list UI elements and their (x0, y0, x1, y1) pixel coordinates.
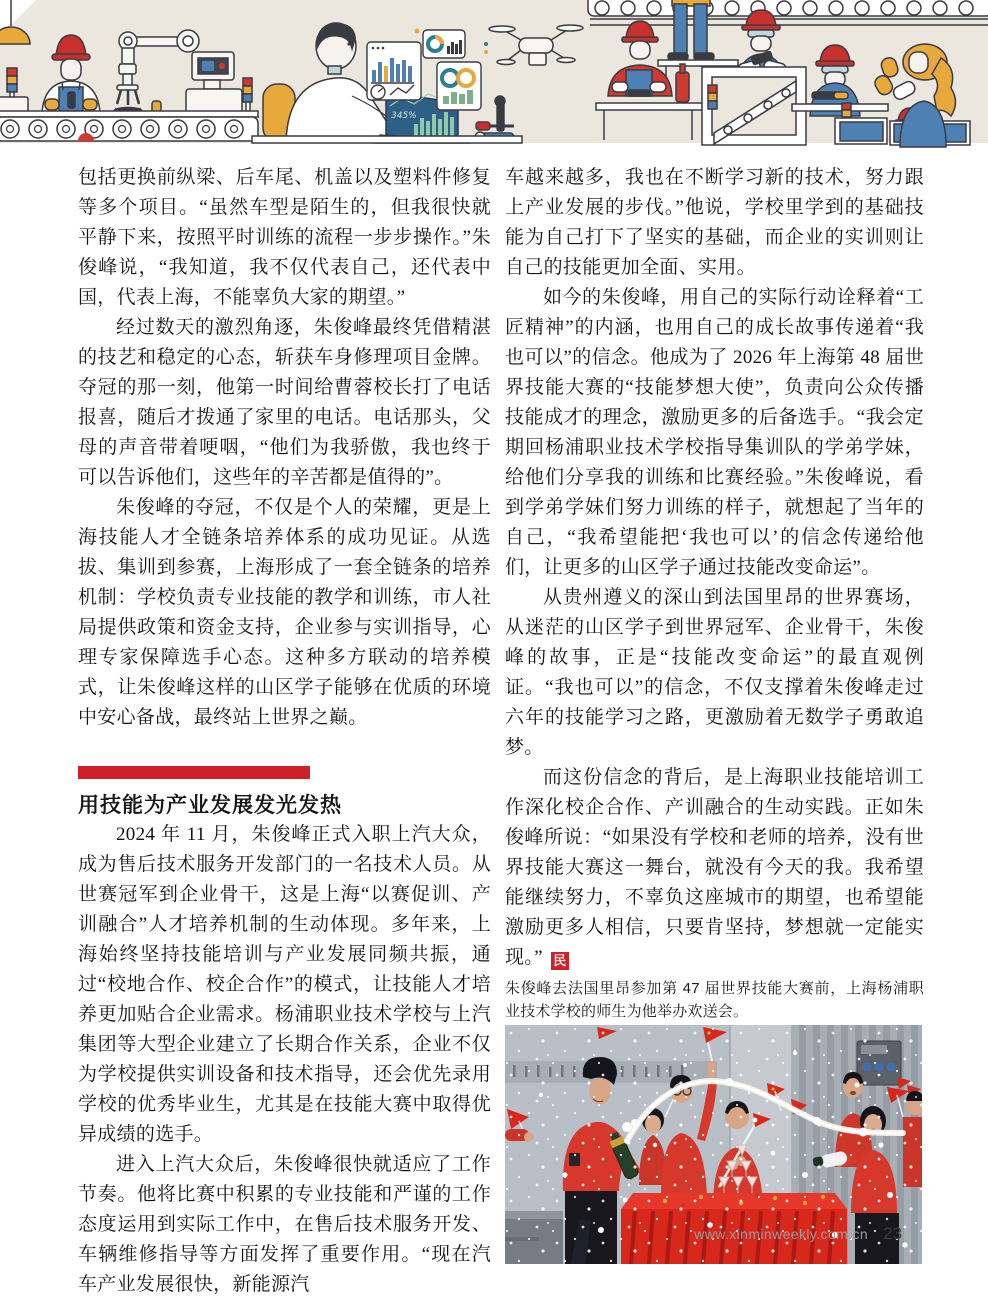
article-right-column (505, 163, 924, 1264)
photo-caption: 朱俊峰去法国里昂参加第 47 届世界技能大赛前，上海杨浦职业技术学校的师生为他举办欢送会。 (505, 980, 924, 1020)
banner-illustration-svg (0, 0, 988, 148)
desk-surface (252, 136, 522, 143)
article-paragraph: 朱俊峰的夺冠，不仅是个人的荣耀，更是上海技能人才全链条培养体系的成功见证。从选拔、集训到参赛，上海形成了一套全链条的培养机制：学校负责专业技能的教学和训练，市人社局提供政策和资金支持，企业参与实训指导，心理专家保障选手心态。这种多方联动的培养模式，让朱俊峰这样的山区学子能够在优质的环境中安心备战，最终站上世界之巅。 (78, 497, 491, 728)
page-number: 23 (883, 1224, 902, 1243)
article-paragraph: 经过数天的激烈角逐，朱俊峰最终凭借精湛的技艺和稳定的心态，斩获车身修理项目金牌。夺冠的那一刻，他第一时间给曹蓉校长打了电话报喜，随后才拨通了家里的电话。电话那头，父母的声音带着哽咽，“他们为我骄傲，我也终于可以告诉他们，这些年的辛苦都是值得的”。 (78, 317, 491, 488)
article-paragraph: 而这份信念的背后，是上海职业技能培训工作深化校企合作、产训融合的生动实践。正如朱俊峰所说：“如果没有学校和老师的培养，没有世界技能大赛这一舞台，就没有今天的我。我希望能继续努力，不辜负这座城市的期望，也希望能激励更多人相信，只要肯坚持，梦想就一定能实现。” 民 (505, 767, 924, 968)
section-heading: 用技能为产业发展发光发热 (78, 793, 342, 817)
end-of-article-mark: 民 (551, 952, 569, 970)
conveyor-belt-illustration (0, 111, 258, 141)
article-paragraph: 如今的朱俊峰，用自己的实际行动诠释着“工匠精神”的内涵，也用自己的成长故事传递着“我也可以”的信念。他成为了 2026 年上海第 48 届世界技能大赛的“技能梦想大使”，负责向公众传播技能成才的理念，激励更多的后备选手。“我会定期回杨浦职业技术学校指导集训队的学弟学妹，给他们分享我的训练和比赛经验。”朱俊峰说，看到学弟学妹们努力训练的样子，就想起了当年的自己，“我希望能把‘我也可以’的信念传递给他们，让更多的山区学子通过技能改变命运”。 (505, 287, 924, 578)
factory-illustration-banner (0, 0, 988, 148)
article-left-column (78, 163, 491, 1300)
section-header (78, 766, 491, 820)
article-paragraph: 车越来越多，我也在不断学习新的技术，努力跟上产业发展的步伐。”他说，学校里学到的基础技能为自己打下了坚实的基础，而企业的实训则让自己的技能更加全面、实用。 (505, 167, 924, 278)
website-url: www.xinminweekly.com.cn (694, 1226, 869, 1242)
dashboard-value-label: 345% (391, 111, 417, 121)
section-divider-bar (78, 766, 310, 779)
article-paragraph: 从贵州遵义的深山到法国里昂的世界赛场，从迷茫的山区学子到世界冠军、企业骨干，朱俊峰的故事，正是“技能改变命运”的最直观例证。“我也可以”的信念，不仅支撑着朱俊峰走过六年的技能学习之路，更激励着无数学子勇敢追梦。 (505, 587, 924, 758)
machine-frame-illustration (702, 67, 806, 145)
article-paragraph: 2024 年 11 月，朱俊峰正式入职上汽大众，成为售后技术服务开发部门的一名技术人员。从世赛冠军到企业骨干，这是上海“以赛促训、产训融合”人才培养机制的生动体现。多年来，上海始终坚持技能培训与产业发展同频共振，通过“校地合作、校企合作”的模式，让技能人才培养更加贴合企业需求。杨浦职业技术学校与上汽集团等大型企业建立了长期合作关系，企业不仅为学校提供实训设备和技术指导，还会优先录用学校的优秀毕业生，尤其是在技能大赛中取得优异成绩的选手。 (78, 824, 491, 1145)
article-paragraph: 进入上汽大众后，朱俊峰很快就适应了工作节奏。他将比赛中积累的专业技能和严谨的工作态度运用到实际工作中，在售后技术服务开发、车辆维修指导等方面发挥了重要作用。“现在汽车产业发展很快，新能源汽 (78, 1154, 491, 1295)
page-footer (694, 1224, 902, 1244)
article-paragraph: 包括更换前纵梁、后车尾、机盖以及塑料件修复等多个项目。“虽然车型是陌生的，但我很快就平静下来，按照平时训练的流程一步步操作。”朱俊峰说，“我知道，我不仅代表自己，还代表中国，代表上海，不能辜负大家的期望。” (78, 167, 491, 308)
